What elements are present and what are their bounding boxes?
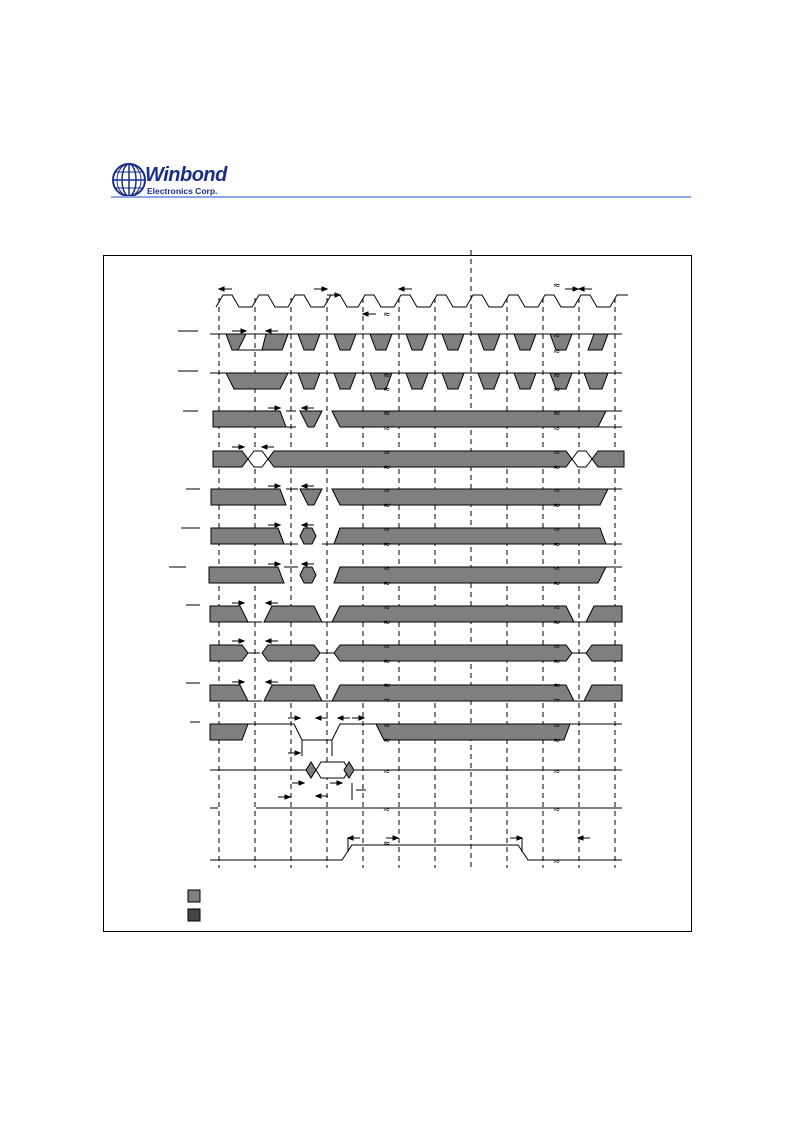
legend-swatch-dark — [188, 909, 200, 921]
svg-text:≈: ≈ — [553, 721, 561, 731]
svg-text:≈: ≈ — [383, 618, 391, 628]
svg-text:≈: ≈ — [383, 310, 391, 320]
svg-text:≈: ≈ — [553, 501, 561, 511]
svg-text:≈: ≈ — [553, 540, 561, 550]
svg-text:≈: ≈ — [553, 736, 561, 746]
svg-text:≈: ≈ — [553, 681, 561, 691]
svg-text:≈: ≈ — [383, 839, 391, 849]
svg-text:≈: ≈ — [553, 409, 561, 419]
svg-text:≈: ≈ — [383, 696, 391, 706]
svg-text:≈: ≈ — [383, 681, 391, 691]
svg-text:≈: ≈ — [383, 736, 391, 746]
svg-text:≈: ≈ — [383, 486, 391, 496]
signal-label-stubs — [169, 331, 200, 722]
svg-text:≈: ≈ — [553, 603, 561, 613]
svg-text:≈: ≈ — [553, 805, 561, 815]
svg-text:≈: ≈ — [383, 371, 391, 381]
svg-text:≈: ≈ — [553, 767, 561, 777]
svg-text:≈: ≈ — [553, 385, 561, 395]
svg-text:≈: ≈ — [553, 525, 561, 535]
svg-text:≈: ≈ — [553, 424, 561, 434]
svg-text:≈: ≈ — [383, 767, 391, 777]
svg-text:≈: ≈ — [383, 564, 391, 574]
svg-text:≈: ≈ — [553, 331, 561, 341]
svg-text:≈: ≈ — [383, 501, 391, 511]
svg-text:≈: ≈ — [383, 805, 391, 815]
svg-text:≈: ≈ — [553, 463, 561, 473]
svg-text:≈: ≈ — [553, 486, 561, 496]
svg-text:≈: ≈ — [383, 448, 391, 458]
svg-text:≈: ≈ — [553, 371, 561, 381]
svg-text:≈: ≈ — [383, 579, 391, 589]
legend-swatch-light — [188, 890, 200, 902]
svg-text:≈: ≈ — [383, 409, 391, 419]
svg-text:≈: ≈ — [383, 463, 391, 473]
svg-text:≈: ≈ — [383, 385, 391, 395]
svg-text:≈: ≈ — [383, 540, 391, 550]
svg-text:≈: ≈ — [383, 721, 391, 731]
legend — [188, 890, 200, 921]
svg-text:≈: ≈ — [553, 857, 561, 867]
svg-text:≈: ≈ — [383, 525, 391, 535]
logo-subtitle: Electronics Corp. — [147, 186, 218, 196]
svg-text:≈: ≈ — [553, 347, 561, 357]
signal-row-4 — [213, 406, 622, 427]
svg-text:≈: ≈ — [553, 657, 561, 667]
svg-text:≈: ≈ — [553, 448, 561, 458]
svg-text:≈: ≈ — [383, 657, 391, 667]
clock-signal — [216, 295, 628, 307]
svg-text:≈: ≈ — [383, 603, 391, 613]
svg-text:≈: ≈ — [553, 564, 561, 574]
svg-text:≈: ≈ — [383, 642, 391, 652]
logo-wordmark: Winbond — [145, 164, 227, 186]
svg-text:≈: ≈ — [553, 618, 561, 628]
svg-text:≈: ≈ — [553, 642, 561, 652]
svg-text:≈: ≈ — [553, 281, 561, 291]
clock-timing-arrows — [219, 287, 592, 316]
svg-text:≈: ≈ — [553, 579, 561, 589]
svg-text:≈: ≈ — [383, 424, 391, 434]
signal-row-5-bus — [213, 445, 624, 467]
svg-text:≈: ≈ — [553, 696, 561, 706]
